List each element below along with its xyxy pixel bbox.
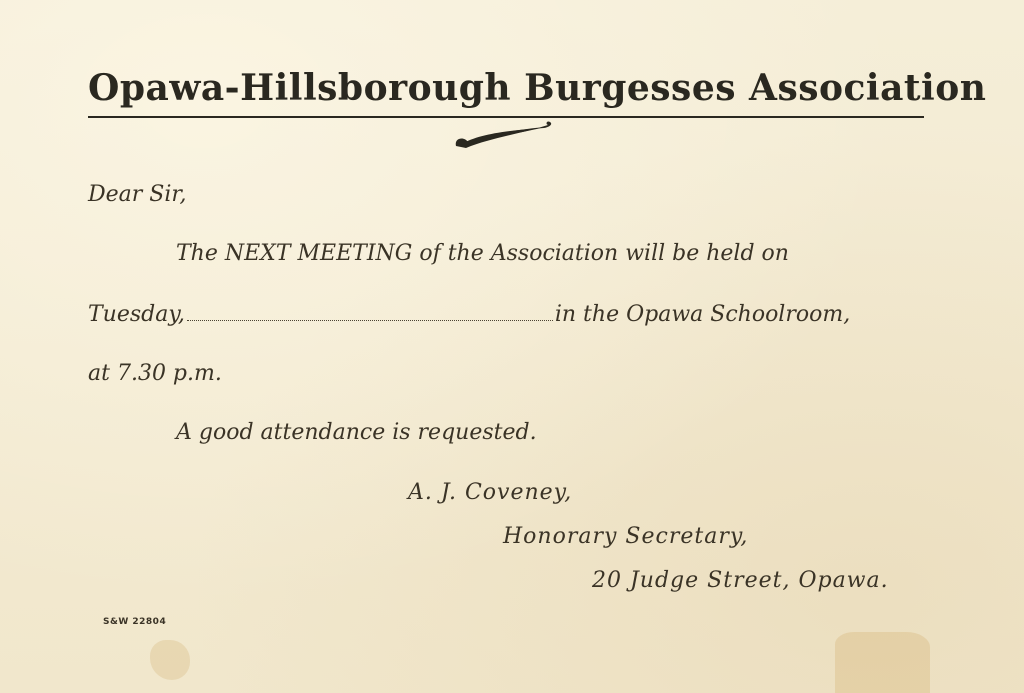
signature-name: A. J. Coveney, [408,480,573,505]
paper-stain [150,640,190,680]
signature-title: Honorary Secretary, [503,524,749,549]
attendance-request: A good attendance is requested. [176,420,537,445]
meeting-announcement: The NEXT MEETING of the Association will be held on [176,241,789,266]
signature-address: 20 Judge Street, Opawa. [592,568,889,593]
day-label: Tuesday, [88,302,185,327]
meeting-day-line [88,301,850,329]
printer-code: S&W 22804 [103,617,167,627]
association-heading: Opawa-Hillsborough Burgesses Association [88,67,987,109]
paper-stain [835,632,930,693]
ornamental-flourish-icon [450,118,555,152]
venue-text: in the Opawa Schoolroom, [554,302,851,327]
date-blank-line [187,302,553,321]
salutation: Dear Sir, [88,182,187,207]
meeting-time: at 7.30 p.m. [88,361,222,386]
